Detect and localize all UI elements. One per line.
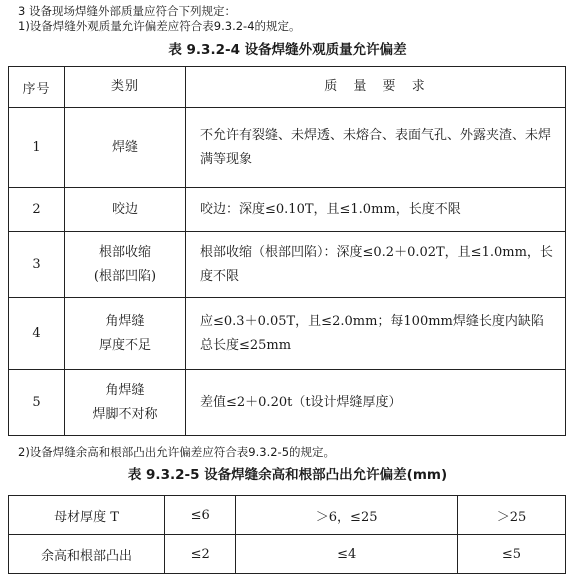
table-row [9,298,566,370]
cell-value: ＞25 [458,496,566,535]
weld-appearance-table [8,66,566,436]
row-no: 2 [9,188,65,232]
cell-value: ≤5 [458,535,566,574]
table-row [9,496,566,535]
table-row [9,188,566,232]
row-requirement: 应≤0.3＋0.05T，且≤2.0mm；每100mm焊缝长度内缺陷总长度≤25mm [186,298,566,370]
row-requirement: 差值≤2＋0.20t（t设计焊缝厚度） [186,370,566,436]
row-requirement: 不允许有裂缝、未焊透、未熔合、表面气孔、外露夹渣、未焊满等现象 [186,108,566,188]
intro-line-1: 3 设备现场焊缝外部质量应符合下列规定： [18,4,236,18]
cell-value: ＞6，≤25 [236,496,458,535]
category-line: (根部凹陷) [93,268,157,284]
row-requirement: 咬边：深度≤0.10T，且≤1.0mm，长度不限 [186,188,566,232]
weld-reinforcement-table [8,495,566,574]
table-row [9,232,566,298]
intro-line-2: 1)设备焊缝外观质量允许偏差应符合表9.3.2-4的规定。 [18,19,301,33]
row-category [65,232,186,298]
category-line: 咬边 [111,201,138,217]
row-category [65,188,186,232]
table-row [9,108,566,188]
header-category: 类别 [65,67,186,108]
table-row [9,535,566,574]
category-line: 根部收缩 [98,244,151,260]
category-line: 焊缝 [111,139,138,155]
row-no: 4 [9,298,65,370]
table-row [9,370,566,436]
category-line: 焊脚不对称 [92,406,158,422]
table2-title: 表 9.3.2-5 设备焊缝余高和根部凸出允许偏差(mm) [127,467,448,483]
row-no: 5 [9,370,65,436]
cell-label: 余高和根部凸出 [9,535,165,574]
row-category [65,370,186,436]
cell-value: ≤6 [165,496,236,535]
category-line: 角焊缝 [105,382,145,398]
header-requirement: 质 量 要 求 [186,67,566,108]
row-category [65,108,186,188]
row-requirement: 根部收缩（根部凹陷）：深度≤0.2＋0.02T，且≤1.0mm，长度不限 [186,232,566,298]
row-category [65,298,186,370]
header-no: 序号 [9,67,65,108]
row-no: 3 [9,232,65,298]
category-line: 厚度不足 [98,337,151,353]
row-no: 1 [9,108,65,188]
table1-title: 表 9.3.2-4 设备焊缝外观质量允许偏差 [168,42,407,58]
category-line: 角焊缝 [105,313,145,329]
cell-label: 母材厚度 T [9,496,165,535]
table-header-row [9,67,566,108]
paragraph-2: 2)设备焊缝余高和根部凸出允许偏差应符合表9.3.2-5的规定。 [18,445,336,459]
cell-value: ≤4 [236,535,458,574]
cell-value: ≤2 [165,535,236,574]
